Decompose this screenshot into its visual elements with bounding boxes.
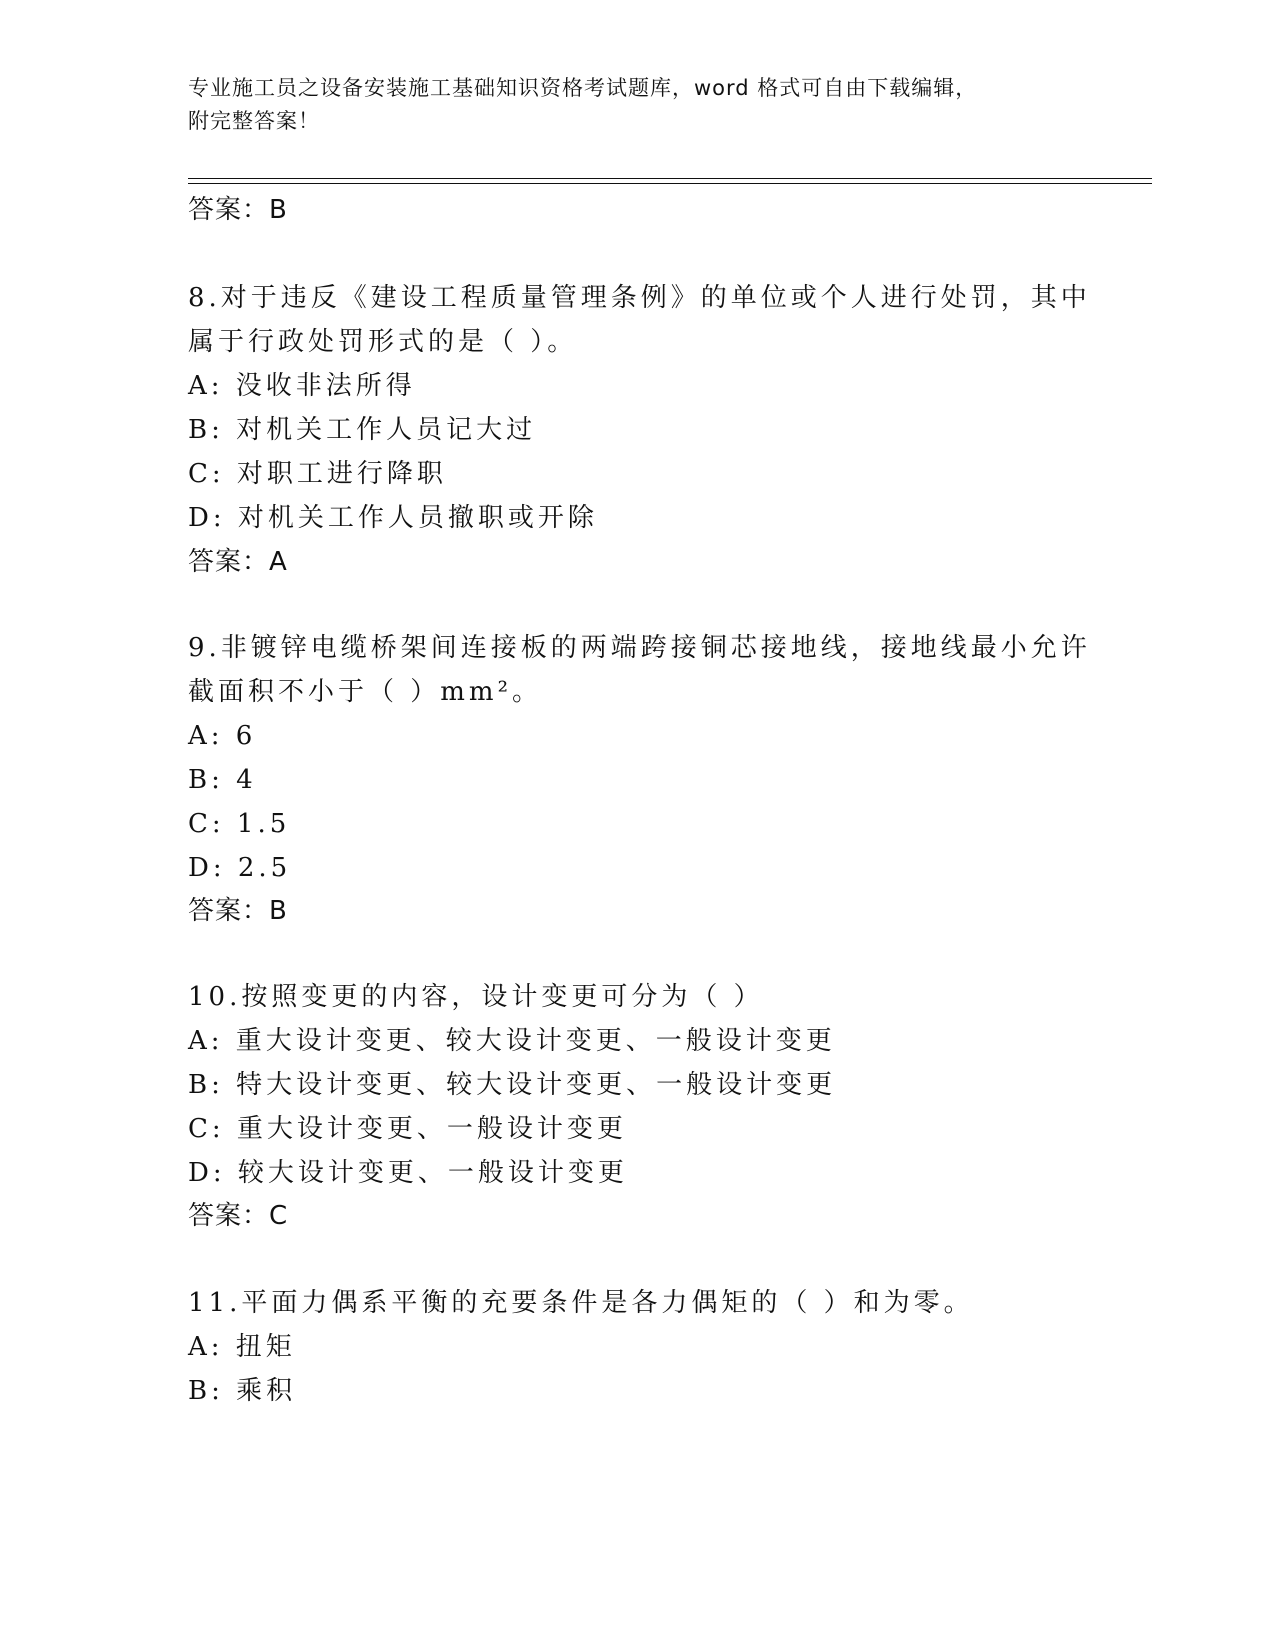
q8-option-d: D: 对机关工作人员撤职或开除 — [188, 503, 598, 533]
q8-answer: 答案：A — [188, 547, 288, 577]
header-rule-top — [188, 178, 1152, 179]
q8-stem-line-2: 属于行政处罚形式的是（ ）。 — [188, 327, 578, 357]
q11-option-b: B: 乘积 — [188, 1376, 297, 1406]
q8-stem-line-1: 8.对于违反《建设工程质量管理条例》的单位或个人进行处罚，其中 — [188, 283, 1091, 313]
header-line-1: 专业施工员之设备安装施工基础知识资格考试题库，word 格式可自由下载编辑， — [188, 76, 978, 100]
q10-option-a: A: 重大设计变更、较大设计变更、一般设计变更 — [188, 1026, 836, 1056]
q9-stem-line-1: 9.非镀锌电缆桥架间连接板的两端跨接铜芯接地线，接地线最小允许 — [188, 633, 1091, 663]
q8-option-c: C: 对职工进行降职 — [188, 459, 447, 489]
q10-option-c: C: 重大设计变更、一般设计变更 — [188, 1114, 627, 1144]
q10-stem-line-1: 10.按照变更的内容，设计变更可分为（ ） — [188, 982, 764, 1012]
q10-option-d: D: 较大设计变更、一般设计变更 — [188, 1158, 628, 1188]
q10-answer: 答案：C — [188, 1201, 289, 1231]
document-header — [188, 72, 1088, 138]
header-rule-bottom — [188, 183, 1152, 184]
q11-option-a: A: 扭矩 — [188, 1332, 296, 1362]
header-line-2: 附完整答案！ — [188, 109, 320, 133]
q10-option-b: B: 特大设计变更、较大设计变更、一般设计变更 — [188, 1070, 837, 1100]
q9-stem-line-2: 截面积不小于（ ）mm²。 — [188, 677, 542, 707]
q9-option-c: C: 1.5 — [188, 809, 291, 839]
q7-answer: 答案：B — [188, 195, 288, 225]
q8-option-a: A: 没收非法所得 — [188, 371, 416, 401]
q9-answer: 答案：B — [188, 896, 288, 926]
q11-stem-line-1: 11.平面力偶系平衡的充要条件是各力偶矩的（ ）和为零。 — [188, 1288, 974, 1318]
q8-option-b: B: 对机关工作人员记大过 — [188, 415, 537, 445]
q9-option-b: B: 4 — [188, 765, 257, 795]
q9-option-d: D: 2.5 — [188, 853, 292, 883]
q9-option-a: A: 6 — [188, 721, 257, 751]
